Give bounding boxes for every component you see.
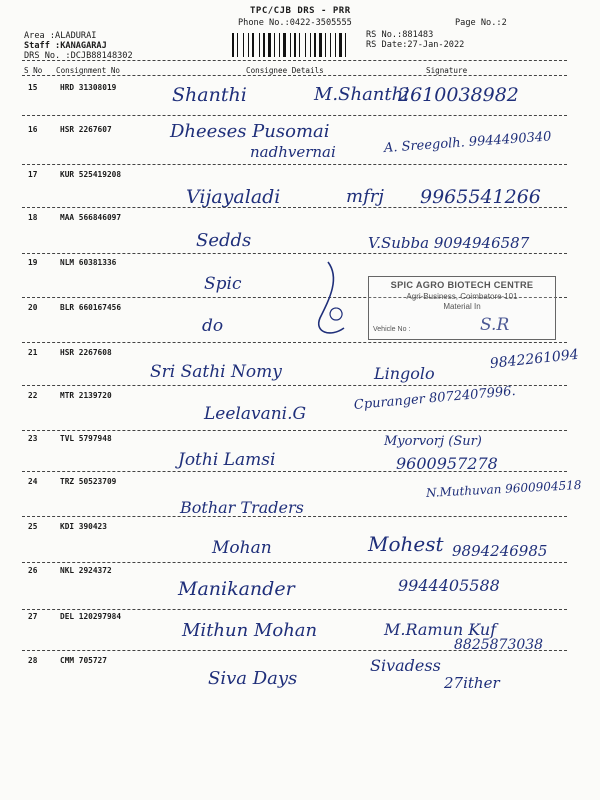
row-number: 28	[28, 656, 38, 665]
signature-handwritten: Lingolo	[374, 364, 435, 383]
divider	[22, 342, 567, 343]
signature-date-handwritten: 27ither	[444, 674, 500, 692]
signature-handwritten: Cpuranger 8072407996.	[353, 383, 517, 413]
column-header-consignee: Consignee Details	[246, 66, 324, 75]
signature-handwritten: Sivadess	[370, 656, 441, 675]
divider	[22, 650, 567, 651]
consignment-number: BLR 660167456	[60, 303, 122, 312]
divider	[22, 115, 567, 116]
consignment-number: KDI 390423	[60, 522, 107, 531]
phone-handwritten: 9600957278	[396, 454, 498, 473]
signature-handwritten: V.Subba 9094946587	[368, 234, 530, 252]
phone-handwritten: 9894246985	[452, 542, 548, 560]
phone-handwritten: 9965541266	[420, 186, 541, 208]
consignment-number: HRD 31308019	[60, 83, 117, 92]
consignee-name-handwritten: Dheeses Pusomai	[170, 121, 330, 142]
consignment-number: DEL 120297984	[60, 612, 122, 621]
consignee-name-handwritten: Mohan	[212, 538, 272, 558]
consignee-name-handwritten: Manikander	[178, 578, 295, 600]
divider	[22, 164, 567, 165]
consignment-number: TRZ 50523709	[60, 477, 117, 486]
stamp-initials-handwritten: S.R	[480, 315, 510, 335]
barcode	[232, 33, 350, 57]
consignment-number: MAA 566846097	[60, 213, 122, 222]
divider	[22, 207, 567, 208]
consignment-number: NLM 60381336	[60, 258, 117, 267]
row-number: 15	[28, 83, 38, 92]
column-header-signature: Signature	[426, 66, 468, 75]
divider	[22, 430, 567, 431]
row-number: 22	[28, 391, 38, 400]
consignment-number: TVL 5797948	[60, 434, 112, 443]
row-number: 27	[28, 612, 38, 621]
rs-number: RS No.:881483	[366, 30, 434, 40]
phone-number: Phone No.:0422-3505555	[238, 18, 352, 28]
consignee-name-handwritten: Spic	[204, 274, 242, 294]
consignee-name-handwritten: Sri Sathi Nomy	[150, 362, 282, 382]
phone-handwritten: 2610038982	[398, 84, 519, 106]
company-stamp	[368, 276, 556, 340]
signature-scribble	[300, 258, 360, 344]
row-number: 26	[28, 566, 38, 575]
stamp-line-vehicle: Vehicle No :	[373, 326, 411, 333]
row-number: 19	[28, 258, 38, 267]
signature-handwritten: Myorvorj (Sur)	[384, 434, 482, 449]
row-number: 16	[28, 125, 38, 134]
signature-handwritten: 9944405588	[398, 576, 500, 595]
staff-field: Staff :KANAGARAJ	[24, 41, 107, 51]
signature-handwritten: Mohest	[368, 532, 444, 556]
signature-handwritten: N.Muthuvan 9600904518	[425, 477, 582, 500]
drs-number: DRS No. :DCJB88148302	[24, 51, 133, 61]
row-number: 18	[28, 213, 38, 222]
consignee-name-handwritten: Vijayaladi	[186, 186, 281, 208]
phone-handwritten: 8825873038	[454, 637, 544, 653]
consignment-number: CMM 705727	[60, 656, 107, 665]
divider	[22, 60, 567, 61]
document-title: TPC/CJB DRS - PRR	[250, 6, 351, 16]
divider	[22, 562, 567, 563]
consignee-name-handwritten: Leelavani.G	[204, 404, 307, 424]
consignee-name-handwritten: do	[202, 316, 224, 336]
consignee-name-handwritten: Shanthi	[172, 84, 247, 106]
divider	[22, 75, 567, 76]
stamp-line-material: Material In	[443, 302, 481, 311]
rs-date: RS Date:27-Jan-2022	[366, 40, 465, 50]
signature-handwritten: A. Sreegolh. 9944490340	[383, 129, 552, 156]
signature-handwritten: M.Ramun Kuf	[384, 620, 497, 639]
consignment-number: MTR 2139720	[60, 391, 112, 400]
area-field: Area :ALADURAI	[24, 31, 97, 41]
consignment-number: KUR 525419208	[60, 170, 122, 179]
signature-handwritten: mfrj	[346, 186, 384, 207]
row-number: 21	[28, 348, 38, 357]
row-number: 17	[28, 170, 38, 179]
stamp-line-division: Agri-Business, Coimbatore-101	[406, 292, 518, 301]
consignment-number: NKL 2924372	[60, 566, 112, 575]
divider	[22, 516, 567, 517]
consignment-number: HSR 2267608	[60, 348, 112, 357]
consignee-address-handwritten: nadhvernai	[250, 143, 336, 161]
row-number: 23	[28, 434, 38, 443]
consignee-name-handwritten: Siva Days	[208, 668, 298, 689]
stamp-line-company: SPIC AGRO BIOTECH CENTRE	[390, 280, 534, 290]
column-header-consignment: Consignment No	[56, 66, 121, 75]
row-number: 24	[28, 477, 38, 486]
page-number: Page No.:2	[455, 18, 507, 28]
consignee-name-handwritten: Jothi Lamsi	[178, 450, 276, 470]
column-header-sno: S No	[24, 66, 43, 75]
consignee-name-handwritten: Sedds	[196, 230, 252, 251]
consignee-name-handwritten: Mithun Mohan	[182, 620, 318, 641]
divider	[22, 471, 567, 472]
signature-handwritten: M.Shanthi	[314, 84, 409, 105]
row-number: 25	[28, 522, 38, 531]
consignment-number: HSR 2267607	[60, 125, 112, 134]
phone-handwritten: 9842261094	[489, 346, 580, 372]
row-number: 20	[28, 303, 38, 312]
divider	[22, 609, 567, 610]
consignee-name-handwritten: Bothar Traders	[180, 498, 304, 517]
divider	[22, 253, 567, 254]
